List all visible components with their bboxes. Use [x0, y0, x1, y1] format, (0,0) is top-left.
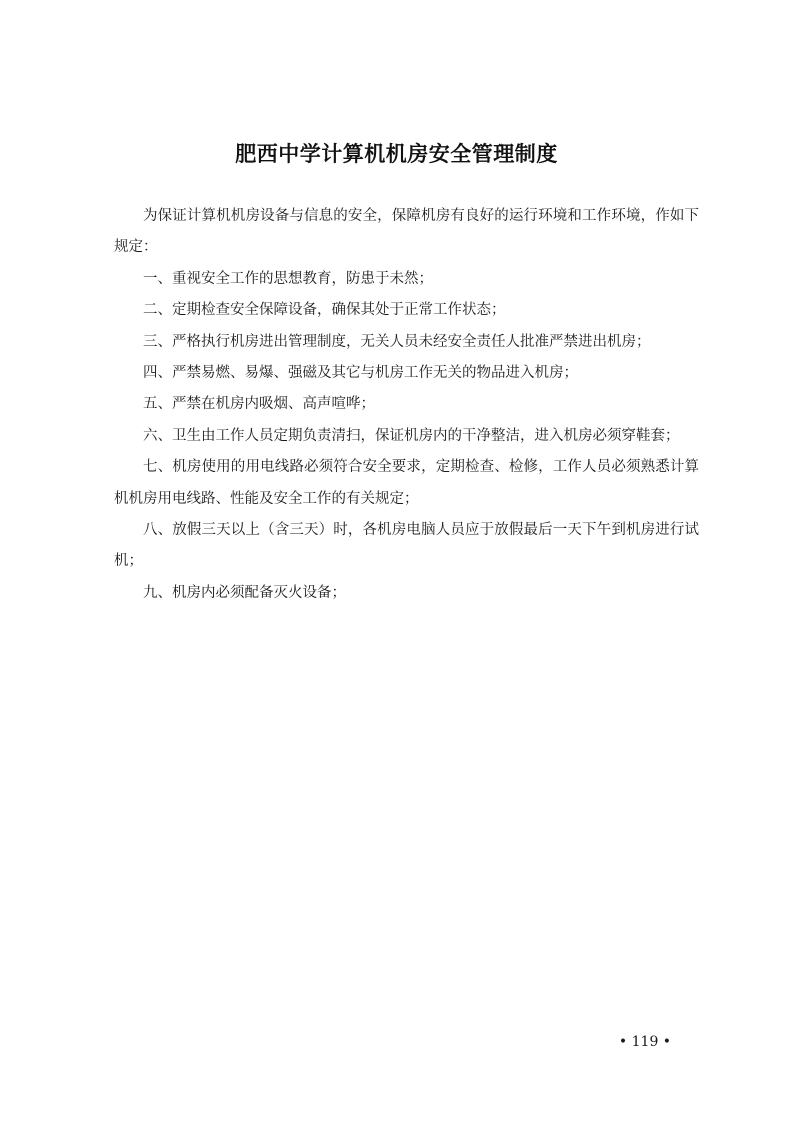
rule-item-6: 六、卫生由工作人员定期负责清扫，保证机房内的干净整洁，进入机房必须穿鞋套；: [143, 427, 680, 444]
rule-item-5: 五、严禁在机房内吸烟、高声喧哗；: [143, 396, 375, 413]
rule-item-9: 九、机房内必须配备灭火设备；: [143, 584, 346, 601]
page-number: • 119 •: [618, 1034, 672, 1050]
rule-item-2: 二、定期检查安全保障设备，确保其处于正常工作状态；: [143, 302, 506, 319]
intro-paragraph: 为保证计算机机房设备与信息的安全，保障机房有良好的运行环境和工作环境，作如下规定：: [114, 208, 699, 256]
rule-item-3: 三、严格执行机房进出管理制度，无关人员未经安全责任人批准严禁进出机房；: [143, 333, 651, 350]
rule-item-8: 八、放假三天以上（含三天）时，各机房电脑人员应于放假最后一天下午到机房进行试机；: [114, 522, 699, 570]
rule-item-1: 一、重视安全工作的思想教育，防患于未然；: [143, 270, 433, 287]
document-body: [114, 201, 699, 609]
rule-item-7: 七、机房使用的用电线路必须符合安全要求，定期检查、检修，工作人员必须熟悉计算机机房用电线路、性能及安全工作的有关规定；: [114, 459, 699, 507]
rule-item-4: 四、严禁易燃、易爆、强磁及其它与机房工作无关的物品进入机房；: [143, 365, 578, 382]
document-title: 肥西中学计算机机房安全管理制度: [235, 142, 558, 166]
